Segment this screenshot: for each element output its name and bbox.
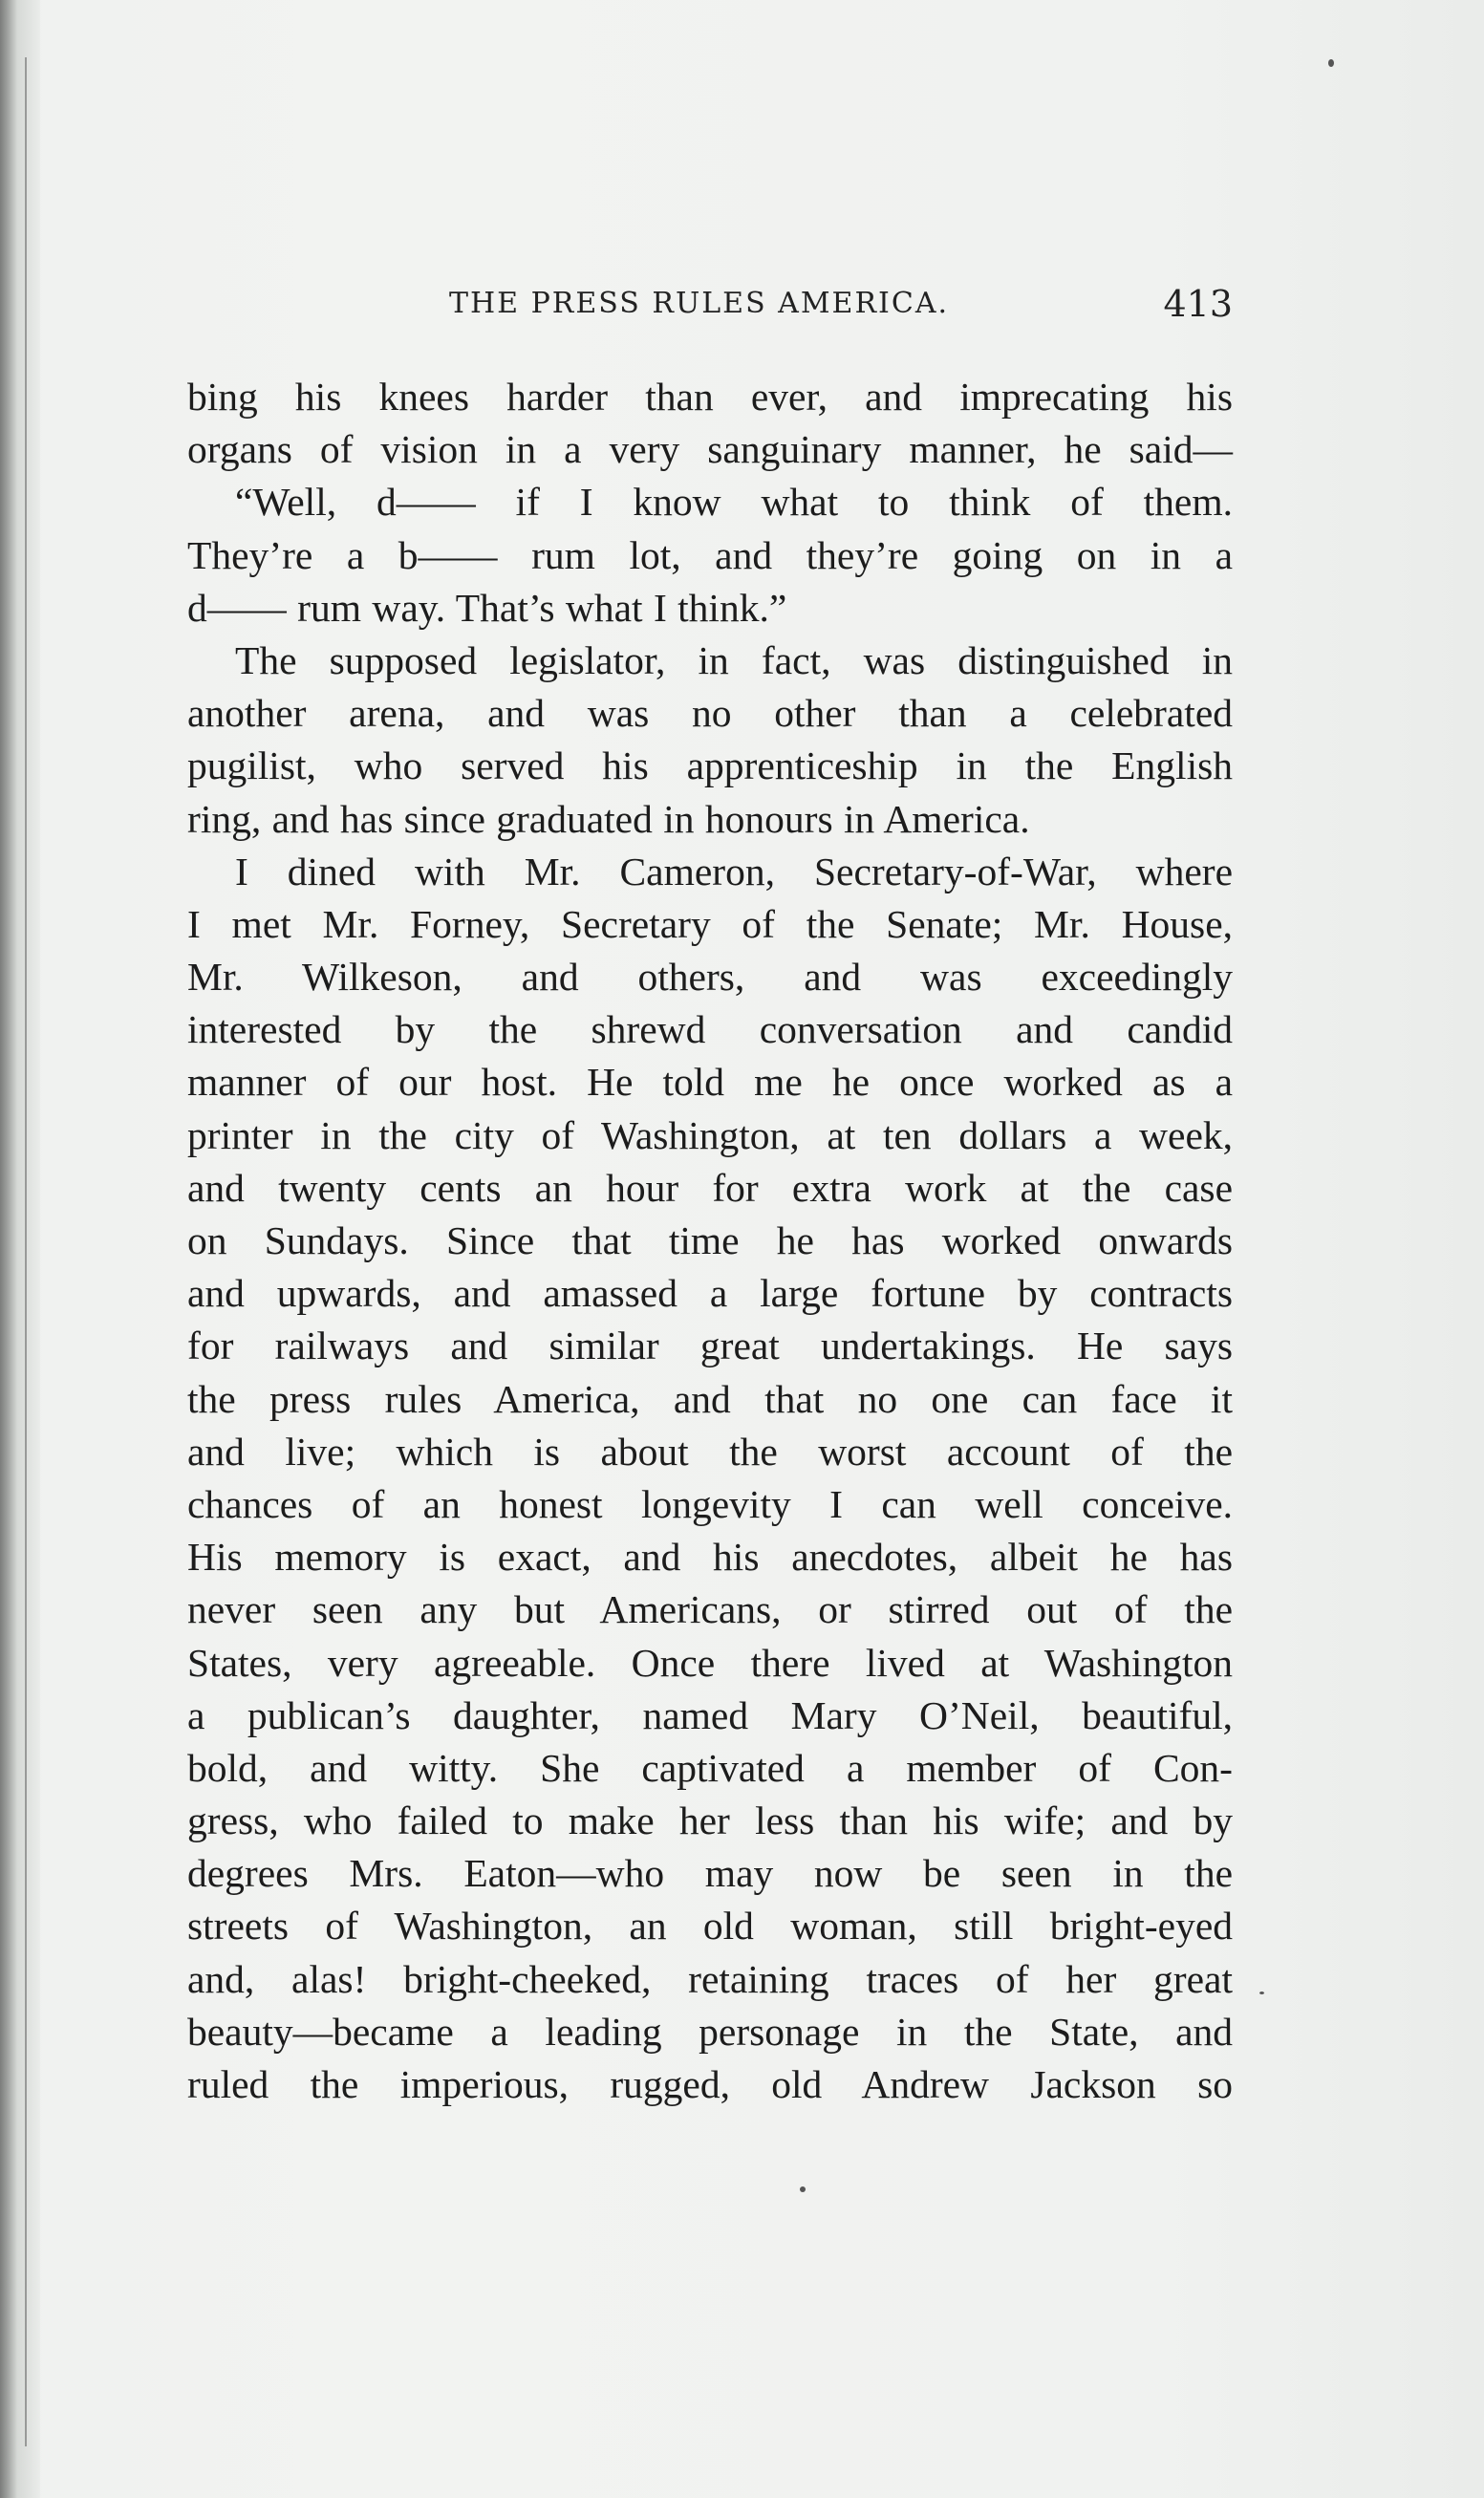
text-line: never seen any but Americans, or stirred out of the bbox=[187, 1587, 1233, 1632]
body-text bbox=[187, 371, 1233, 2111]
text-line: interested by the shrewd conversation and candid bbox=[187, 1007, 1233, 1052]
text-line: States, very agreeable. Once there lived at Washington bbox=[187, 1640, 1233, 1685]
paper-speck bbox=[1328, 59, 1334, 67]
text-line: another arena, and was no other than a celebrated bbox=[187, 691, 1233, 736]
text-line: d—— rum way. That’s what I think.” bbox=[187, 585, 787, 630]
text-line: degrees Mrs. Eaton—who may now be seen in the bbox=[187, 1851, 1233, 1896]
text-line: I dined with Mr. Cameron, Secretary-of-War, where bbox=[235, 849, 1233, 894]
text-line: printer in the city of Washington, at ten dollars a week, bbox=[187, 1112, 1233, 1157]
text-line: the press rules America, and that no one can face it bbox=[187, 1376, 1233, 1421]
text-line: and live; which is about the worst account of the bbox=[187, 1429, 1233, 1474]
text-line: and, alas! bright-cheeked, retaining traces of her great bbox=[187, 1956, 1233, 2001]
page-header bbox=[191, 283, 1233, 344]
text-line: chances of an honest longevity I can well conceive. bbox=[187, 1481, 1233, 1526]
text-line: I met Mr. Forney, Secretary of the Senate; Mr. House, bbox=[187, 901, 1233, 946]
text-line: Mr. Wilkeson, and others, and was exceedingly bbox=[187, 955, 1233, 1000]
page-number: 413 bbox=[1163, 283, 1233, 325]
text-line: ring, and has since graduated in honours in America. bbox=[187, 796, 1030, 841]
text-line: The supposed legislator, in fact, was distinguished in bbox=[235, 637, 1233, 682]
text-line: for railways and similar great undertakings. He says bbox=[187, 1324, 1233, 1368]
text-line: They’re a b—— rum lot, and they’re going on in a bbox=[187, 532, 1233, 577]
paper-speck bbox=[800, 2186, 806, 2192]
text-line: manner of our host. He told me he once worked as a bbox=[187, 1060, 1233, 1105]
text-line: bing his knees harder than ever, and imprecating his bbox=[187, 375, 1233, 419]
text-line: a publican’s daughter, named Mary O’Neil, beautiful, bbox=[187, 1692, 1233, 1737]
text-line: beauty—became a leading personage in the State, and bbox=[187, 2009, 1233, 2054]
paper-speck bbox=[1259, 1992, 1264, 1994]
text-line: “Well, d—— if I know what to think of them. bbox=[235, 480, 1233, 525]
text-line: pugilist, who served his apprenticeship in the English bbox=[187, 743, 1233, 788]
text-line: organs of vision in a very sanguinary manner, he said— bbox=[187, 427, 1233, 472]
running-head: THE PRESS RULES AMERICA. bbox=[449, 287, 950, 320]
text-line: His memory is exact, and his anecdotes, albeit he has bbox=[187, 1535, 1233, 1580]
text-line: bold, and witty. She captivated a member of Con- bbox=[187, 1745, 1233, 1790]
page-spine-shadow bbox=[0, 0, 40, 2498]
spine-edge bbox=[25, 57, 27, 2446]
text-line: on Sundays. Since that time he has worked onwards bbox=[187, 1218, 1233, 1262]
text-line: streets of Washington, an old woman, still bright-eyed bbox=[187, 1904, 1233, 1949]
text-line: and upwards, and amassed a large fortune by contracts bbox=[187, 1271, 1233, 1316]
text-line: gress, who failed to make her less than his wife; and by bbox=[187, 1798, 1233, 1843]
text-line: and twenty cents an hour for extra work at the case bbox=[187, 1165, 1233, 1210]
text-line: ruled the imperious, rugged, old Andrew Jackson so bbox=[187, 2062, 1233, 2106]
